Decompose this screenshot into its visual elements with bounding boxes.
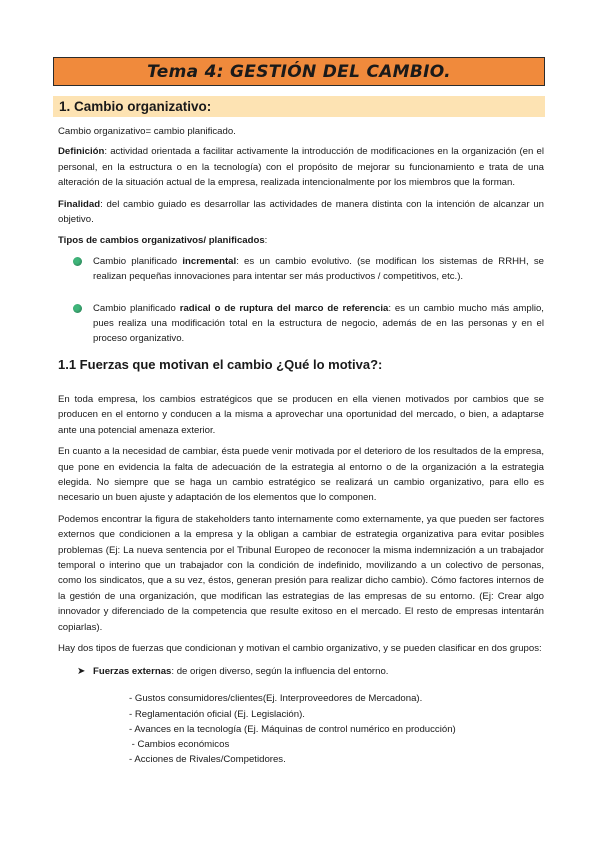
body-paragraph: En cuanto a la necesidad de cambiar, ésta puede venir motivada por el deterioro de los resultados de la empresa, que pone en evidencia la falta de adecuación de la estrategia al entorno o de la organización a la estrategia elegida. No siempre que se haga un cambio estratégico se realizará un cambio organizativo, para ello es necesario un buen ajuste y adaptación de los elementos que lo componen. [58, 446, 544, 504]
bullet-pre: Cambio planificado [93, 302, 180, 314]
body-paragraph: Podemos encontrar la figura de stakeholders tanto internamente como externamente, ya que pueden ser factores externos que condicionen a la empresa y la obligan a cambiar de estrategia organizativa para evitar posibles problemas (Ej: La nueva sentencia por el Tribunal Europeo de reconocer la misma indemnización a un trabajador temporal o interino que un trabajador con la condición de indefinido, movilizando a un colectivo de personas, como los sindicatos, que a su vez, éstos, generan presión para realizar dicho cambio). Cómo factores internos de la gestión de una organización, que modifican las estrategias de las empresas de su entorno. (Ej: Crear algo innovador y diferenciado de la competencia que resulte exitoso en el mercado. El resto de empresas intentarán copiarlas). [58, 513, 544, 633]
green-bullet-icon [73, 257, 82, 266]
external-forces-item [58, 664, 544, 679]
bullet-post: : es un cambio evolutivo. (se modifican los sistemas de RRHH, se realizan pequeñas innovaciones para intentar ser más productivos / competitivos, etc.). [93, 255, 544, 283]
purpose-text: : del cambio guiado es desarrollar las actividades de manera distinta con la intención de alcanzar un objetivo. [58, 198, 544, 226]
title-banner [53, 57, 545, 86]
bullet-item [58, 301, 544, 347]
purpose-paragraph [58, 197, 544, 228]
sub-list-item: - Acciones de Rivales/Competidores. [129, 754, 286, 766]
body-paragraph: Hay dos tipos de fuerzas que condicionan y motivan el cambio organizativo, y se pueden clasificar en dos grupos: [58, 642, 542, 654]
document-body [58, 124, 544, 767]
types-label: Tipos de cambios organizativos/ planificados [58, 235, 265, 247]
bullet-pre: Cambio planificado [93, 255, 183, 267]
definition-text: : actividad orientada a facilitar activamente la introducción de modificaciones en la organización (en el personal, en la estructura o en la tecnología) con el propósito de mejorar su funcionamiento e trata de una alteración de la situación actual de la empresa, realizada intencionalmente por los miembros que la forman. [58, 146, 544, 189]
bullet-post: : es un cambio mucho más amplio, pues realiza una modificación total en la estructura de negocio, además de en las personas y en el proceso organizativo. [93, 302, 544, 345]
body-paragraph: En toda empresa, los cambios estratégicos que se producen en ella vienen motivados por cambios que se producen en el entorno y conducen a la misma a aprovechar una oportunidad del mercado, o bien, a adaptarse ante una potencial amenaza exterior. [58, 393, 544, 436]
section-1-heading: 1. Cambio organizativo: [59, 99, 212, 114]
arrow-bullet-icon: ➤ [77, 666, 86, 678]
bullet-bold: radical o de ruptura del marco de referencia [179, 302, 389, 314]
sub-list-item: - Avances en la tecnología (Ej. Máquinas de control numérico en producción) [129, 723, 456, 735]
sub-list-item: - Gustos consumidores/clientes(Ej. Interproveedores de Mercadona). [129, 693, 423, 705]
external-forces-label: Fuerzas externas [93, 666, 172, 678]
intro-line: Cambio organizativo= cambio planificado. [58, 126, 236, 137]
definition-paragraph [58, 144, 544, 190]
section-1-1-heading: 1.1 Fuerzas que motivan el cambio ¿Qué lo motiva?: [58, 356, 383, 372]
external-forces-text: : de origen diverso, según la influencia del entorno. [171, 666, 389, 678]
types-colon: : [264, 235, 268, 247]
green-bullet-icon [73, 304, 82, 313]
section-1-banner [53, 96, 545, 117]
bullet-item [58, 254, 544, 285]
sub-list-item: - Reglamentación oficial (Ej. Legislación). [129, 708, 305, 720]
sub-list-item: - Cambios económicos [129, 738, 230, 750]
definition-label: Definición [58, 146, 105, 158]
purpose-label: Finalidad [58, 198, 101, 210]
bullet-bold: incremental [182, 255, 237, 267]
document-title: Tema 4: GESTIÓN DEL CAMBIO. [147, 61, 451, 82]
types-heading [58, 233, 544, 248]
